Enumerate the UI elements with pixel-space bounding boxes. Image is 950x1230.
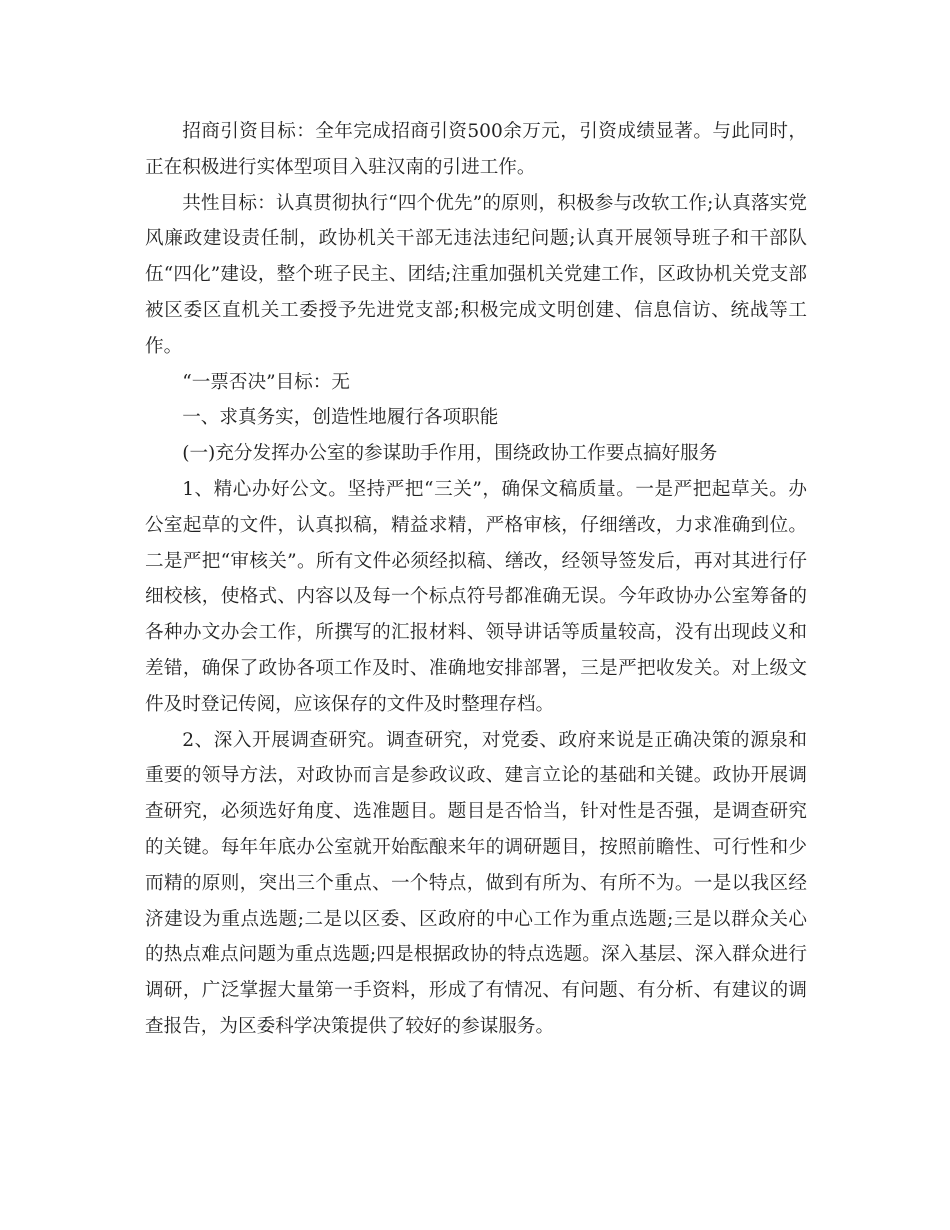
- section-heading: 一、求真务实，创造性地履行各项职能: [182, 407, 499, 429]
- subsection-heading: (一)充分发挥办公室的参谋助手作用，围绕政协工作要点搞好服务: [182, 443, 718, 465]
- paragraph-documents: 1、精心办好公文。坚持严把“三关”，确保文稿质量。一是严把起草关。办公室起草的文件，认真拟稿，精益求精，严格审核，仔细缮改，力求准确到位。二是严把“审核关”。所有文件必须经拟稿、缮改，经领导签发后，再对其进行仔细校核，使格式、内容以及每一个标点符号都准确无误。今年政协办公室筹备的各种办文办会工作，所撰写的汇报材料、领导讲话等质量较高，没有出现歧义和差错，确保了政协各项工作及时、准确地安排部署，三是严把收发关。对上级文件及时登记传阅，应该保存的文件及时整理存档。: [145, 478, 807, 715]
- paragraph-research: 2、深入开展调查研究。调查研究，对党委、政府来说是正确决策的源泉和重要的领导方法，对政协而言是参政议政、建言立论的基础和关键。政协开展调查研究，必须选好角度、选准题目。题目是否恰当，针对性是否强，是调查研究的关键。每年年底办公室就开始酝酿来年的调研题目，按照前瞻性、可行性和少而精的原则，突出三个重点、一个特点，做到有所为、有所不为。一是以我区经济建设为重点选题;二是以区委、区政府的中心工作为重点选题;三是以群众关心的热点难点问题为重点选题;四是根据政协的特点选题。深入基层、深入群众进行调研，广泛掌握大量第一手资料，形成了有情况、有问题、有分析、有建议的调查报告，为区委科学决策提供了较好的参谋服务。: [145, 729, 807, 1037]
- paragraph-veto-target: “一票否决”目标：无: [182, 371, 350, 393]
- paragraph-common-target: 共性目标：认真贯彻执行“四个优先”的原则，积极参与改软工作;认真落实党风廉政建设责任制，政协机关干部无违法违纪问题;认真开展领导班子和干部队伍“四化”建设，整个班子民主、团结;注重加强机关党建工作，区政协机关党支部被区委区直机关工委授予先进党支部;积极完成文明创建、信息信访、统战等工作。: [145, 192, 807, 357]
- paragraph-investment-target: 招商引资目标：全年完成招商引资500余万元，引资成绩显著。与此同时，正在积极进行实体型项目入驻汉南的引进工作。: [145, 121, 807, 178]
- document-body: [145, 114, 807, 1045]
